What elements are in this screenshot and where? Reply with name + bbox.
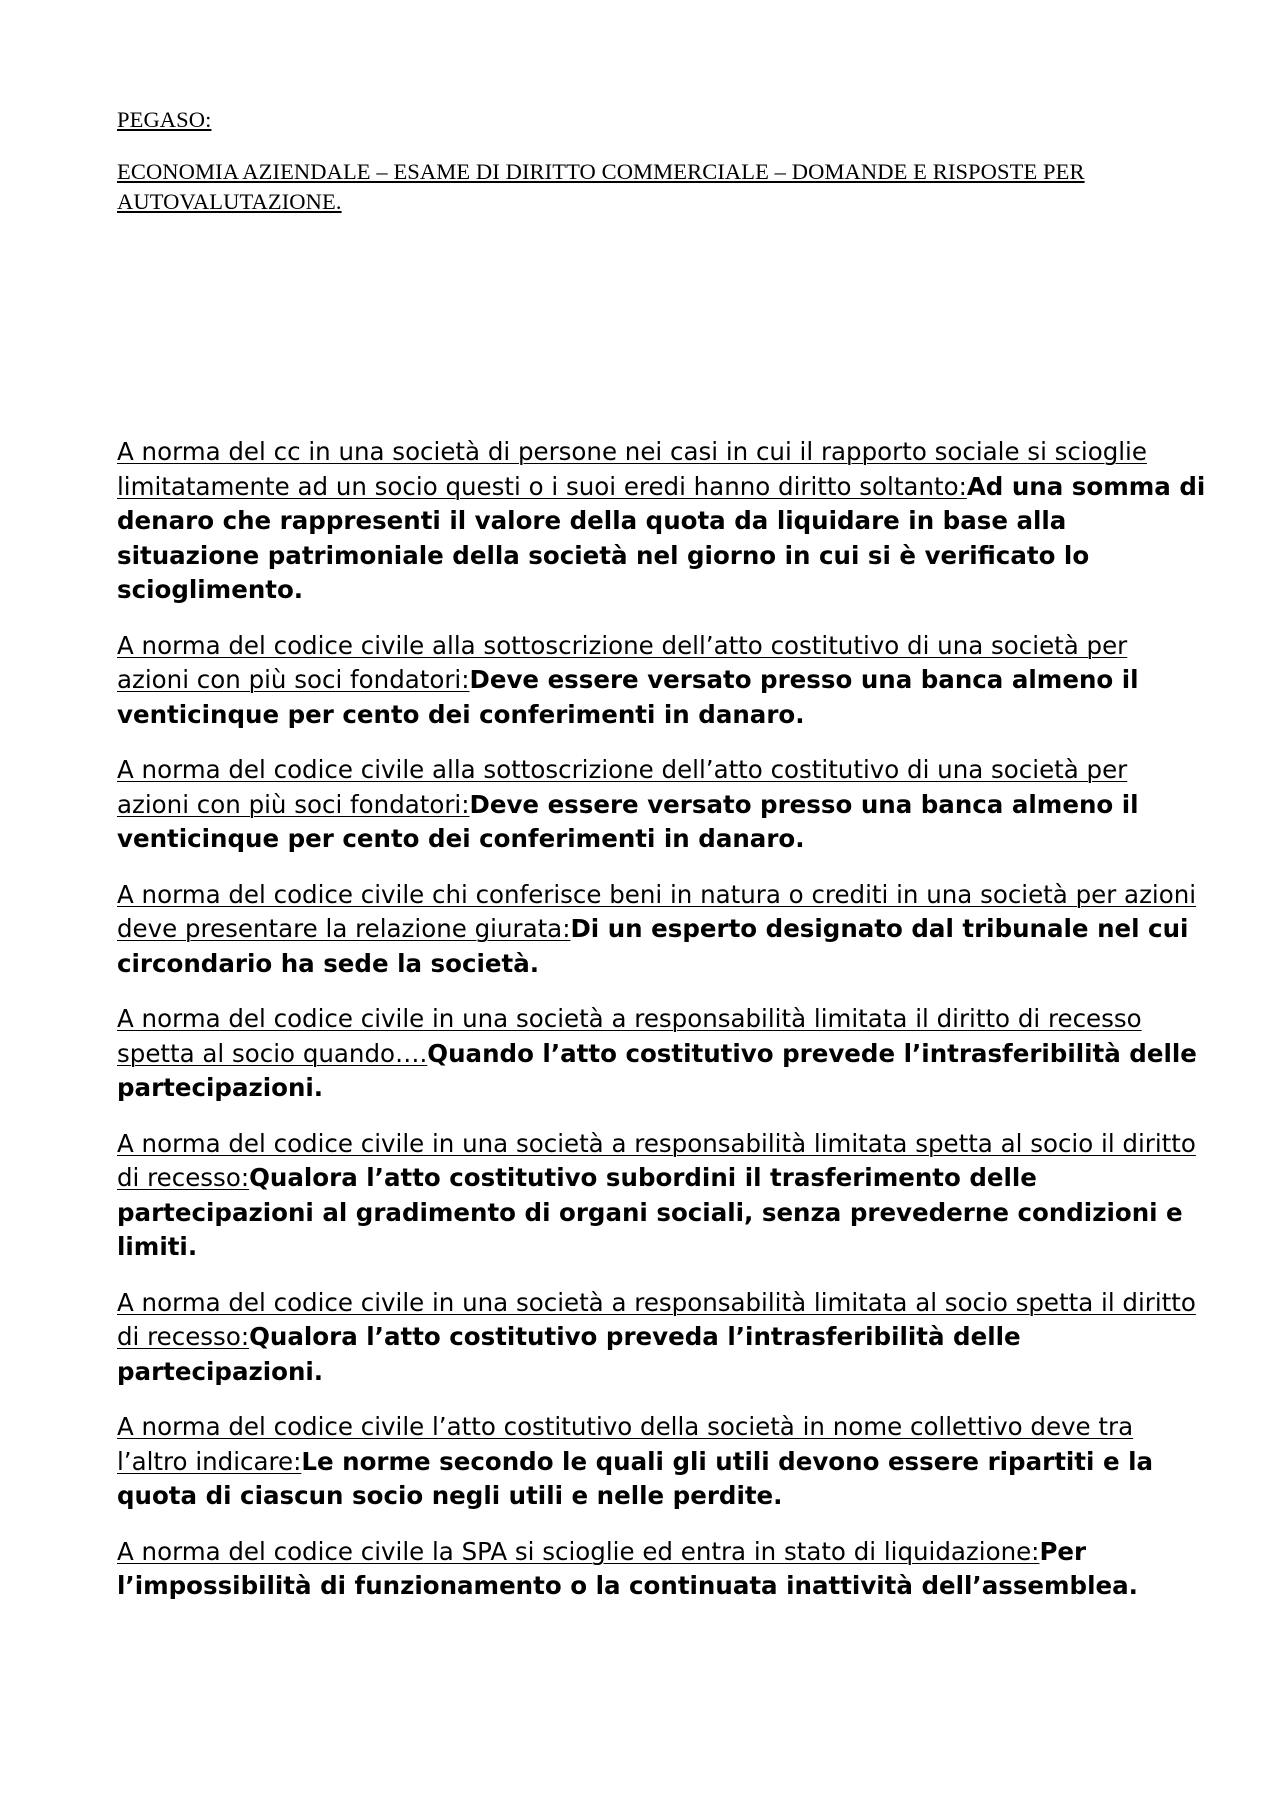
- answer-text: Ad una somma di denaro che rappresenti il valore della quota da liquidare in base alla situazione patrimoniale della società nel giorno in cui si è verificato lo scioglimento.: [117, 471, 1206, 604]
- qa-item: [117, 878, 1207, 982]
- document-page: [117, 105, 1207, 1625]
- question-text: A norma del codice civile in una società a responsabilità limitata al socio spetta il diritto di recesso:: [117, 1287, 1196, 1351]
- answer-text: Quando l’atto costitutivo prevede l’intrasferibilità delle partecipazioni.: [117, 1038, 1197, 1102]
- qa-item: [117, 1410, 1207, 1514]
- qa-item: [117, 629, 1207, 733]
- qa-item: [117, 1535, 1207, 1604]
- answer-text: Le norme secondo le quali gli utili devono essere ripartiti e la quota di ciascun socio negli utili e nelle perdite.: [117, 1446, 1154, 1510]
- question-text: A norma del cc in una società di persone nei casi in cui il rapporto sociale si scioglie limitatamente ad un socio questi o i suoi eredi hanno diritto soltanto:: [117, 437, 1147, 501]
- document-title: ECONOMIA AZIENDALE – ESAME DI DIRITTO COMMERCIALE – DOMANDE E RISPOSTE PER AUTOVALUTAZIONE.: [117, 159, 1085, 214]
- qa-item: [117, 1127, 1207, 1265]
- answer-text: Di un esperto designato dal tribunale nel cui circondario ha sede la società.: [117, 914, 1189, 978]
- answer-text: Qualora l’atto costitutivo subordini il trasferimento delle partecipazioni al gradimento di organi sociali, senza prevederne condizioni e limiti.: [117, 1163, 1183, 1261]
- question-text: A norma del codice civile chi conferisce beni in natura o crediti in una società per azioni deve presentare la relazione giurata:: [117, 879, 1197, 943]
- question-text: A norma del codice civile alla sottoscrizione dell’atto costitutivo di una società per azioni con più soci fondatori:: [117, 755, 1128, 819]
- answer-text: Per l’impossibilità di funzionamento o la continuata inattività dell’assemblea.: [117, 1536, 1138, 1600]
- question-text: A norma del codice civile alla sottoscrizione dell’atto costitutivo di una società per azioni con più soci fondatori:: [117, 630, 1128, 694]
- qa-item: [117, 1286, 1207, 1390]
- qa-list: [117, 435, 1207, 1604]
- question-text: A norma del codice civile in una società a responsabilità limitata spetta al socio il diritto di recesso:: [117, 1128, 1196, 1192]
- question-text: A norma del codice civile la SPA si scioglie ed entra in stato di liquidazione:: [117, 1536, 1040, 1566]
- header-brand: PEGASO:: [117, 107, 212, 132]
- question-text: A norma del codice civile in una società a responsabilità limitata il diritto di recesso spetta al socio quando….: [117, 1004, 1142, 1068]
- qa-item: [117, 753, 1207, 857]
- qa-item: [117, 435, 1207, 608]
- question-text: A norma del codice civile l’atto costitutivo della società in nome collettivo deve tra l’altro indicare:: [117, 1412, 1134, 1476]
- qa-item: [117, 1002, 1207, 1106]
- answer-text: Deve essere versato presso una banca almeno il venticinque per cento dei conferimenti in danaro.: [117, 789, 1139, 853]
- answer-text: Qualora l’atto costitutivo preveda l’intrasferibilità delle partecipazioni.: [117, 1322, 1021, 1386]
- answer-text: Deve essere versato presso una banca almeno il venticinque per cento dei conferimenti in danaro.: [117, 665, 1139, 729]
